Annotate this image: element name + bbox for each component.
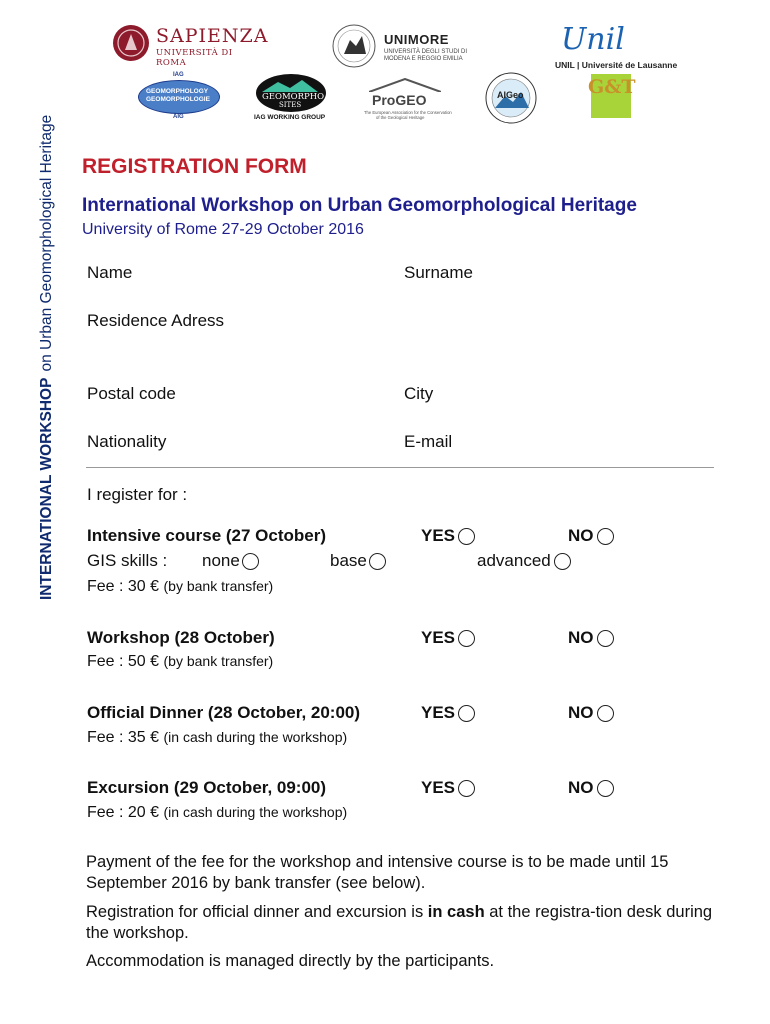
email-label: E-mail	[404, 432, 453, 451]
unil-script: Unil	[561, 22, 625, 57]
intensive-yes-radio[interactable]	[458, 528, 475, 545]
gt-logo	[588, 74, 636, 118]
aigeo-logo	[485, 72, 537, 124]
gis-advanced: advanced	[477, 551, 571, 571]
gis-advanced-radio[interactable]	[554, 553, 571, 570]
gis-none: none	[202, 551, 259, 571]
iag-line2: GEOMORPHOLOGIE	[146, 96, 210, 103]
register-for-label: I register for :	[87, 485, 188, 504]
dinner-title: Official Dinner (28 October, 20:00)	[87, 703, 361, 722]
geomorphosites-line2: SITES	[279, 101, 302, 109]
dinner-no: NO	[568, 703, 614, 723]
unil-sub: UNIL | Université de Lausanne	[555, 60, 678, 70]
unil-logo	[555, 24, 685, 72]
unimore-sub2: MODENA E REGGIO EMILIA	[384, 56, 463, 62]
workshop-yes-radio[interactable]	[458, 630, 475, 647]
excursion-no: NO	[568, 778, 614, 798]
excursion-yes: YES	[421, 778, 475, 798]
workshop-no: NO	[568, 628, 614, 648]
unimore-logo	[332, 24, 467, 70]
surname-label: Surname	[404, 263, 473, 282]
workshop-fee: Fee : 50 € (by bank transfer)	[87, 653, 274, 670]
excursion-no-radio[interactable]	[597, 780, 614, 797]
gis-none-radio[interactable]	[242, 553, 259, 570]
progeo-name: ProGEO	[372, 92, 427, 108]
dinner-yes-radio[interactable]	[458, 705, 475, 722]
dinner-yes: YES	[421, 703, 475, 723]
divider	[86, 467, 714, 468]
excursion-title: Excursion (29 October, 09:00)	[87, 778, 327, 797]
side-label-bold: INTERNATIONAL WORKSHOP	[38, 377, 55, 600]
sapienza-sub: UNIVERSITÀ DI ROMA	[156, 48, 233, 68]
event-title: International Workshop on Urban Geomorphological Heritage	[82, 195, 637, 216]
excursion-yes-radio[interactable]	[458, 780, 475, 797]
workshop-title: Workshop (28 October)	[87, 628, 275, 647]
gt-name: G&T	[588, 76, 636, 98]
registration-note: Registration for official dinner and excursion is in cash at the registra-tion desk during the workshop.	[86, 903, 713, 942]
excursion-fee: Fee : 20 € (in cash during the workshop)	[87, 804, 348, 821]
aigeo-name: AIGeo	[497, 90, 524, 100]
workshop-yes: YES	[421, 628, 475, 648]
workshop-no-radio[interactable]	[597, 630, 614, 647]
gis-base-radio[interactable]	[369, 553, 386, 570]
city-label: City	[404, 384, 434, 403]
progeo-roof-icon	[369, 78, 441, 92]
side-label-rest: on Urban Geomorphological Heritage	[38, 114, 55, 372]
residence-label: Residence Adress	[87, 311, 225, 330]
progeo-sub2: of the Geological Heritage	[376, 115, 425, 120]
iag-top: IAG	[173, 72, 184, 78]
nationality-label: Nationality	[87, 432, 167, 451]
unimore-seal-icon	[332, 24, 376, 68]
iag-bottom: AIG	[173, 114, 184, 120]
side-label	[38, 40, 62, 600]
geomorphosites-line1: GEOMORPHO	[262, 92, 325, 102]
form-title: REGISTRATION FORM	[82, 155, 307, 178]
intensive-title: Intensive course (27 October)	[87, 526, 327, 545]
gis-base: base	[330, 551, 386, 571]
sapienza-seal-icon	[112, 24, 150, 62]
sapienza-name: SAPIENZA	[156, 25, 269, 47]
unimore-sub1: UNIVERSITÀ DEGLI STUDI DI	[384, 49, 468, 55]
dinner-fee: Fee : 35 € (in cash during the workshop)	[87, 729, 348, 746]
name-label: Name	[87, 263, 133, 282]
intensive-fee: Fee : 30 € (by bank transfer)	[87, 578, 274, 595]
intensive-no: NO	[568, 526, 614, 546]
progeo-logo	[364, 78, 452, 124]
geomorphosites-logo	[254, 74, 330, 124]
sapienza-logo	[112, 24, 269, 68]
event-venue: University of Rome 27-29 October 2016	[82, 221, 364, 238]
iag-line1: GEOMORPHOLOGY	[146, 88, 209, 95]
gis-label: GIS skills :	[87, 551, 168, 570]
unimore-name: UNIMORE	[384, 32, 449, 47]
postal-label: Postal code	[87, 384, 176, 403]
geomorphosites-sub: IAG WORKING GROUP	[254, 114, 326, 121]
accommodation-note: Accommodation is managed directly by the participants.	[86, 952, 495, 970]
dinner-no-radio[interactable]	[597, 705, 614, 722]
intensive-no-radio[interactable]	[597, 528, 614, 545]
intensive-yes: YES	[421, 526, 475, 546]
iag-logo	[138, 72, 220, 122]
payment-note: Payment of the fee for the workshop and intensive course is to be made until 15 September 2016 by bank transfer (see below).	[86, 853, 669, 892]
progeo-sub1: The European Association for the Conservation	[364, 110, 452, 115]
